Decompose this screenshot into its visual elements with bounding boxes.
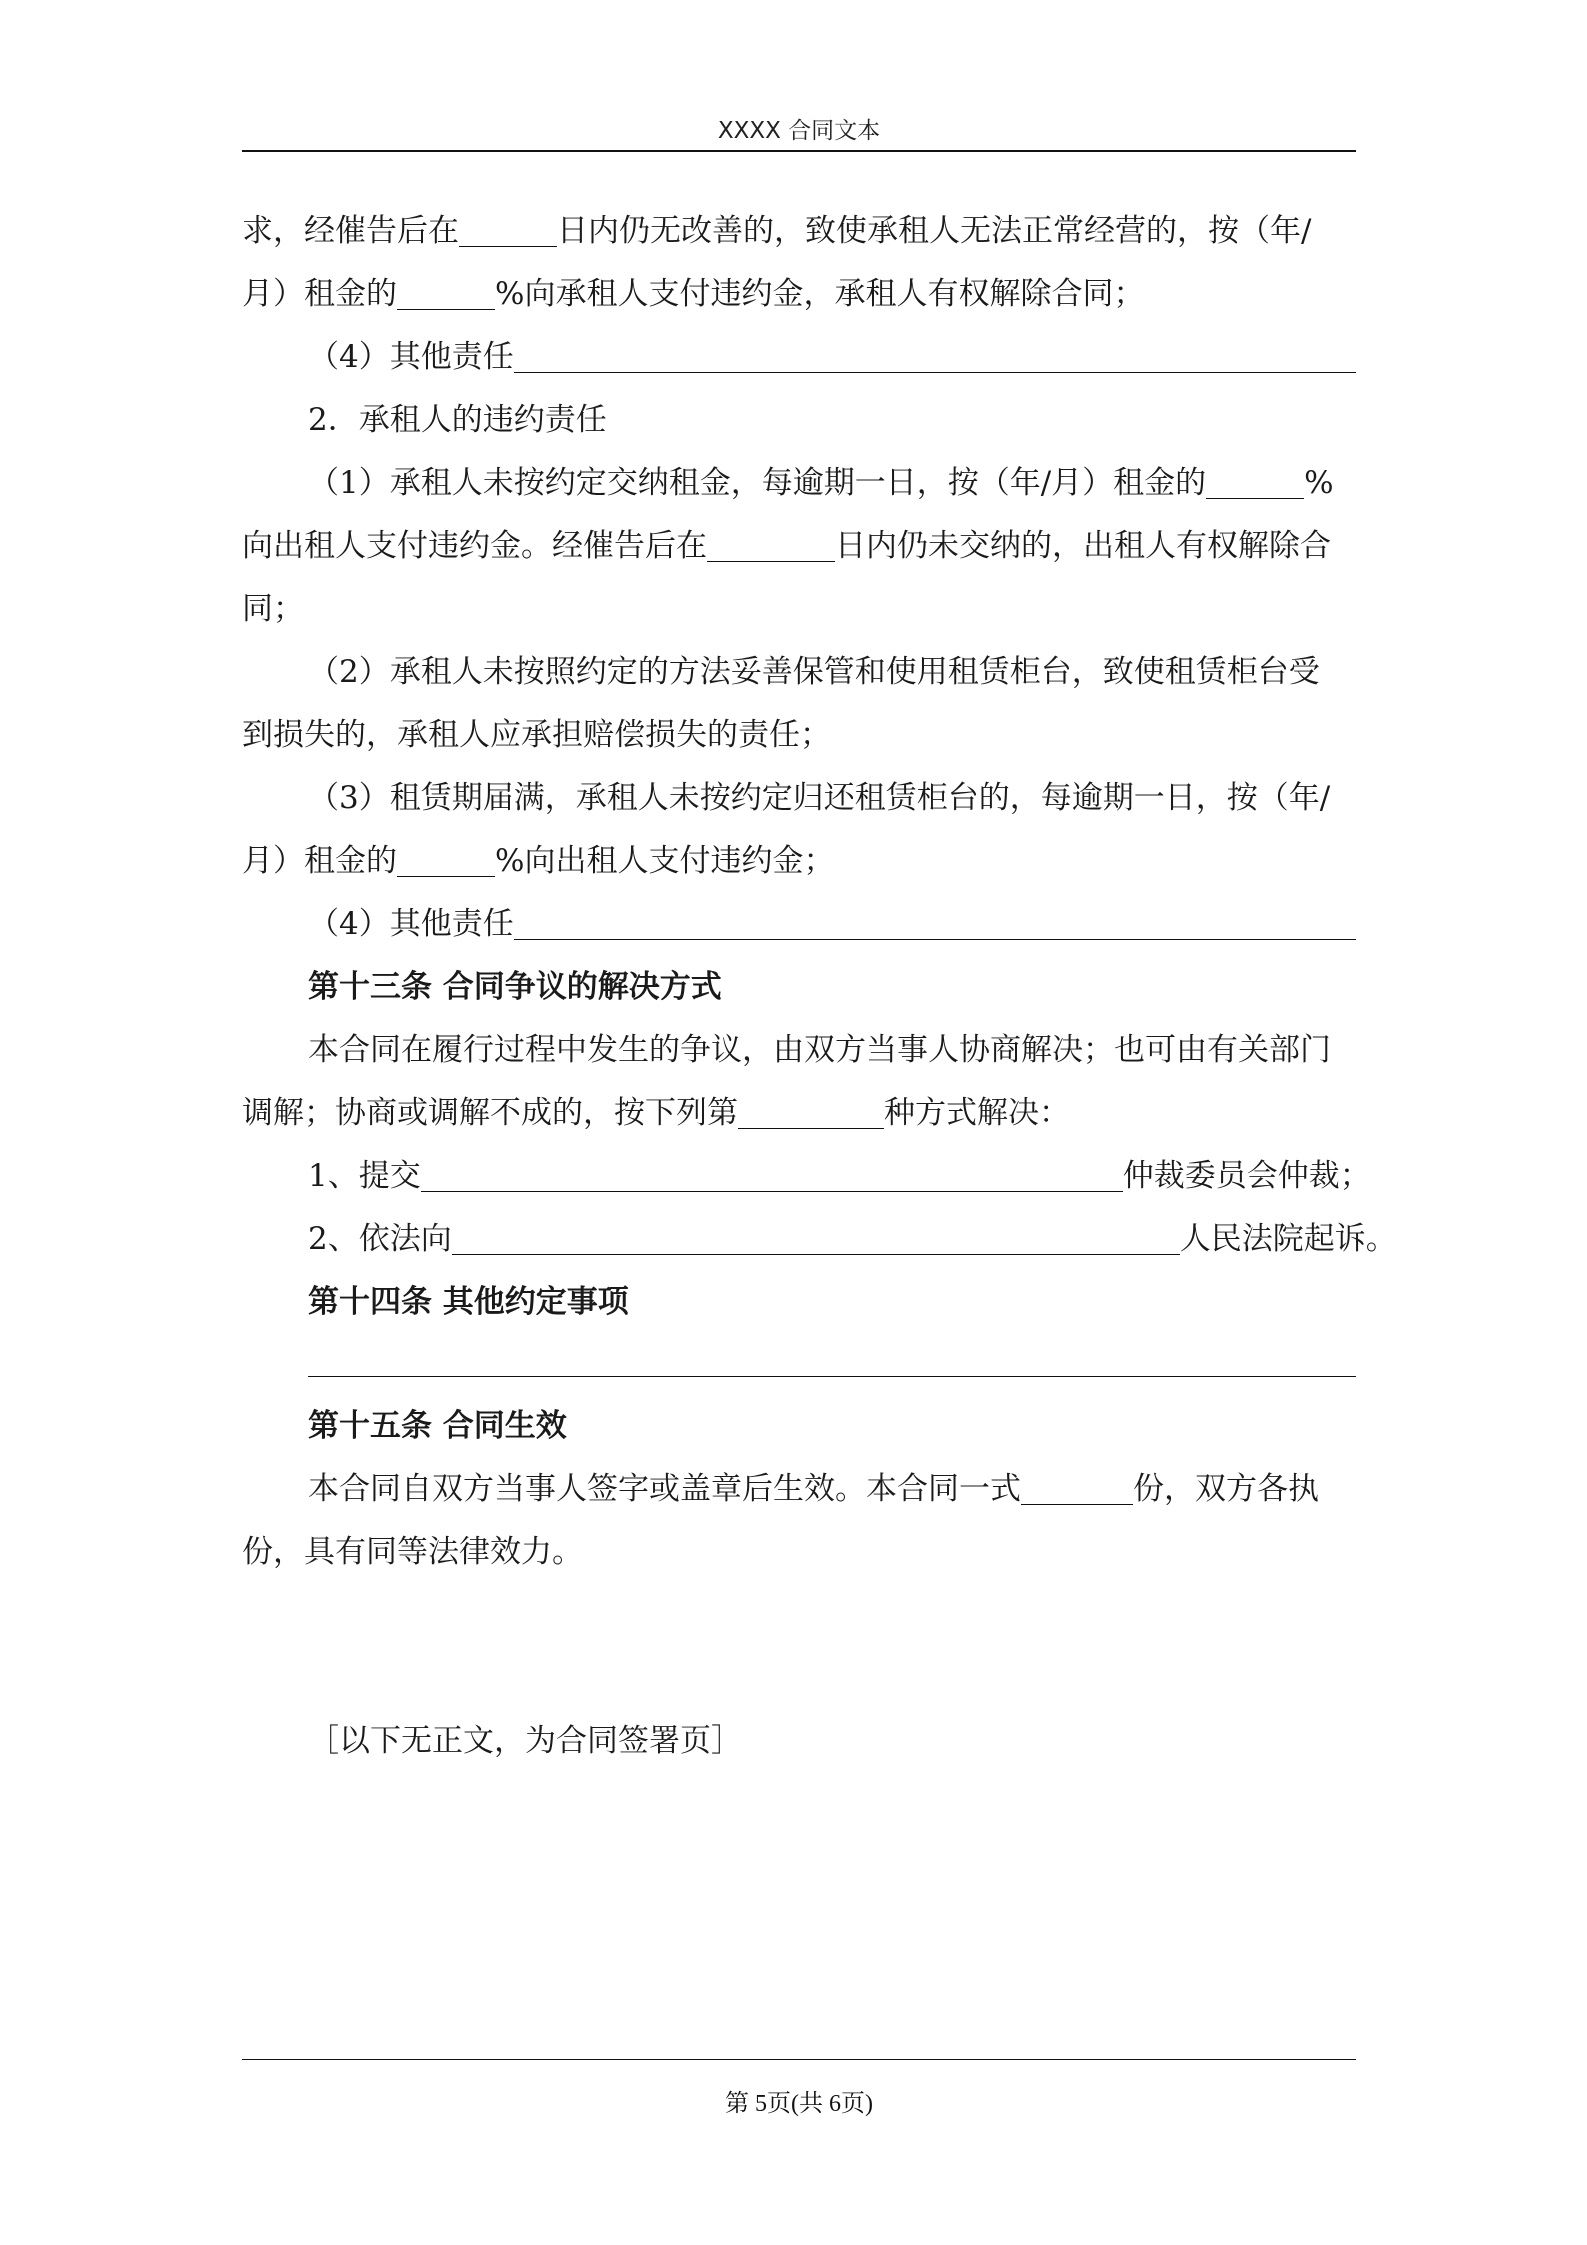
header-rule <box>242 150 1356 152</box>
spacer <box>242 1377 1356 1395</box>
text: % <box>1304 465 1334 501</box>
paragraph-line: 本合同在履行过程中发生的争议，由双方当事人协商解决；也可由有关部门 <box>308 1032 1331 1068</box>
text: （4）其他责任 <box>308 339 514 375</box>
fill-blank[interactable] <box>738 1098 884 1129</box>
fill-blank[interactable] <box>514 909 1356 940</box>
text: 仲裁委员会仲裁； <box>1122 1158 1371 1194</box>
fill-blank[interactable] <box>397 279 495 310</box>
paragraph-line <box>242 1208 1397 1271</box>
text: 向出租人支付违约金。经催告后在 <box>242 528 707 564</box>
page-number: 第 5页(共 6页) <box>725 2091 873 2117</box>
paragraph-line: 同； <box>242 591 304 627</box>
text: 本合同自双方当事人签字或盖章后生效。本合同一式 <box>308 1471 1021 1507</box>
spacer <box>242 1334 1356 1376</box>
paragraph-line: （3）租赁期届满，承租人未按约定归还租赁柜台的，每逾期一日，按（年/ <box>308 780 1331 816</box>
paragraph-line: （2）承租人未按照约定的方法妥善保管和使用租赁柜台，致使租赁柜台受 <box>308 654 1320 690</box>
text: 人民法院起诉。 <box>1179 1221 1397 1257</box>
paragraph-line <box>242 515 1356 578</box>
text: （4）其他责任 <box>308 906 514 942</box>
text: 月）租金的 <box>242 843 397 879</box>
paragraph-line <box>242 452 1356 515</box>
fill-blank[interactable] <box>397 846 495 877</box>
paragraph-line <box>242 1082 1356 1145</box>
fill-blank[interactable] <box>707 531 835 562</box>
text: 调解；协商或调解不成的，按下列第 <box>242 1095 738 1131</box>
fill-blank[interactable] <box>452 1224 1180 1255</box>
paragraph-line <box>242 893 1356 956</box>
fill-blank[interactable] <box>1021 1474 1133 1505</box>
text: （1）承租人未按约定交纳租金，每逾期一日，按（年/月）租金的 <box>308 465 1207 501</box>
fill-blank[interactable] <box>1206 468 1304 499</box>
document-body <box>242 200 1397 1773</box>
fill-blank[interactable] <box>421 1161 1123 1192</box>
text: 1、提交 <box>308 1158 421 1194</box>
footer-rule <box>242 2059 1356 2060</box>
paragraph-line <box>242 830 1356 893</box>
paragraph-line <box>242 200 1356 263</box>
article-heading: 第十五条 合同生效 <box>308 1408 567 1444</box>
paragraph-line <box>242 263 1356 326</box>
text: 种方式解决： <box>884 1095 1070 1131</box>
fill-blank[interactable] <box>459 216 557 247</box>
paragraph-line: 份，具有同等法律效力。 <box>242 1534 583 1570</box>
text: 2、依法向 <box>308 1221 452 1257</box>
text: 日内仍未交纳的，出租人有权解除合 <box>835 528 1331 564</box>
fill-blank[interactable] <box>514 342 1356 373</box>
spacer <box>242 1584 1356 1710</box>
paragraph-line <box>242 326 1356 389</box>
article-heading: 第十四条 其他约定事项 <box>308 1284 629 1320</box>
text: 日内仍无改善的，致使承租人无法正常经营的，按（年/ <box>557 213 1312 249</box>
paragraph-line: 2．承租人的违约责任 <box>308 402 607 438</box>
text: 份，双方各执 <box>1133 1471 1319 1507</box>
text: %向承租人支付违约金，承租人有权解除合同； <box>495 276 1145 312</box>
signature-note: ［以下无正文，为合同签署页］ <box>308 1723 742 1759</box>
text: %向出租人支付违约金； <box>495 843 835 879</box>
text: 求，经催告后在 <box>242 213 459 249</box>
paragraph-line <box>242 1145 1371 1208</box>
paragraph-line: 到损失的，承租人应承担赔偿损失的责任； <box>242 717 831 753</box>
paragraph-line <box>242 1458 1356 1521</box>
page-header: XXXX 合同文本 <box>717 118 881 144</box>
text: 月）租金的 <box>242 276 397 312</box>
article-heading: 第十三条 合同争议的解决方式 <box>308 969 722 1005</box>
